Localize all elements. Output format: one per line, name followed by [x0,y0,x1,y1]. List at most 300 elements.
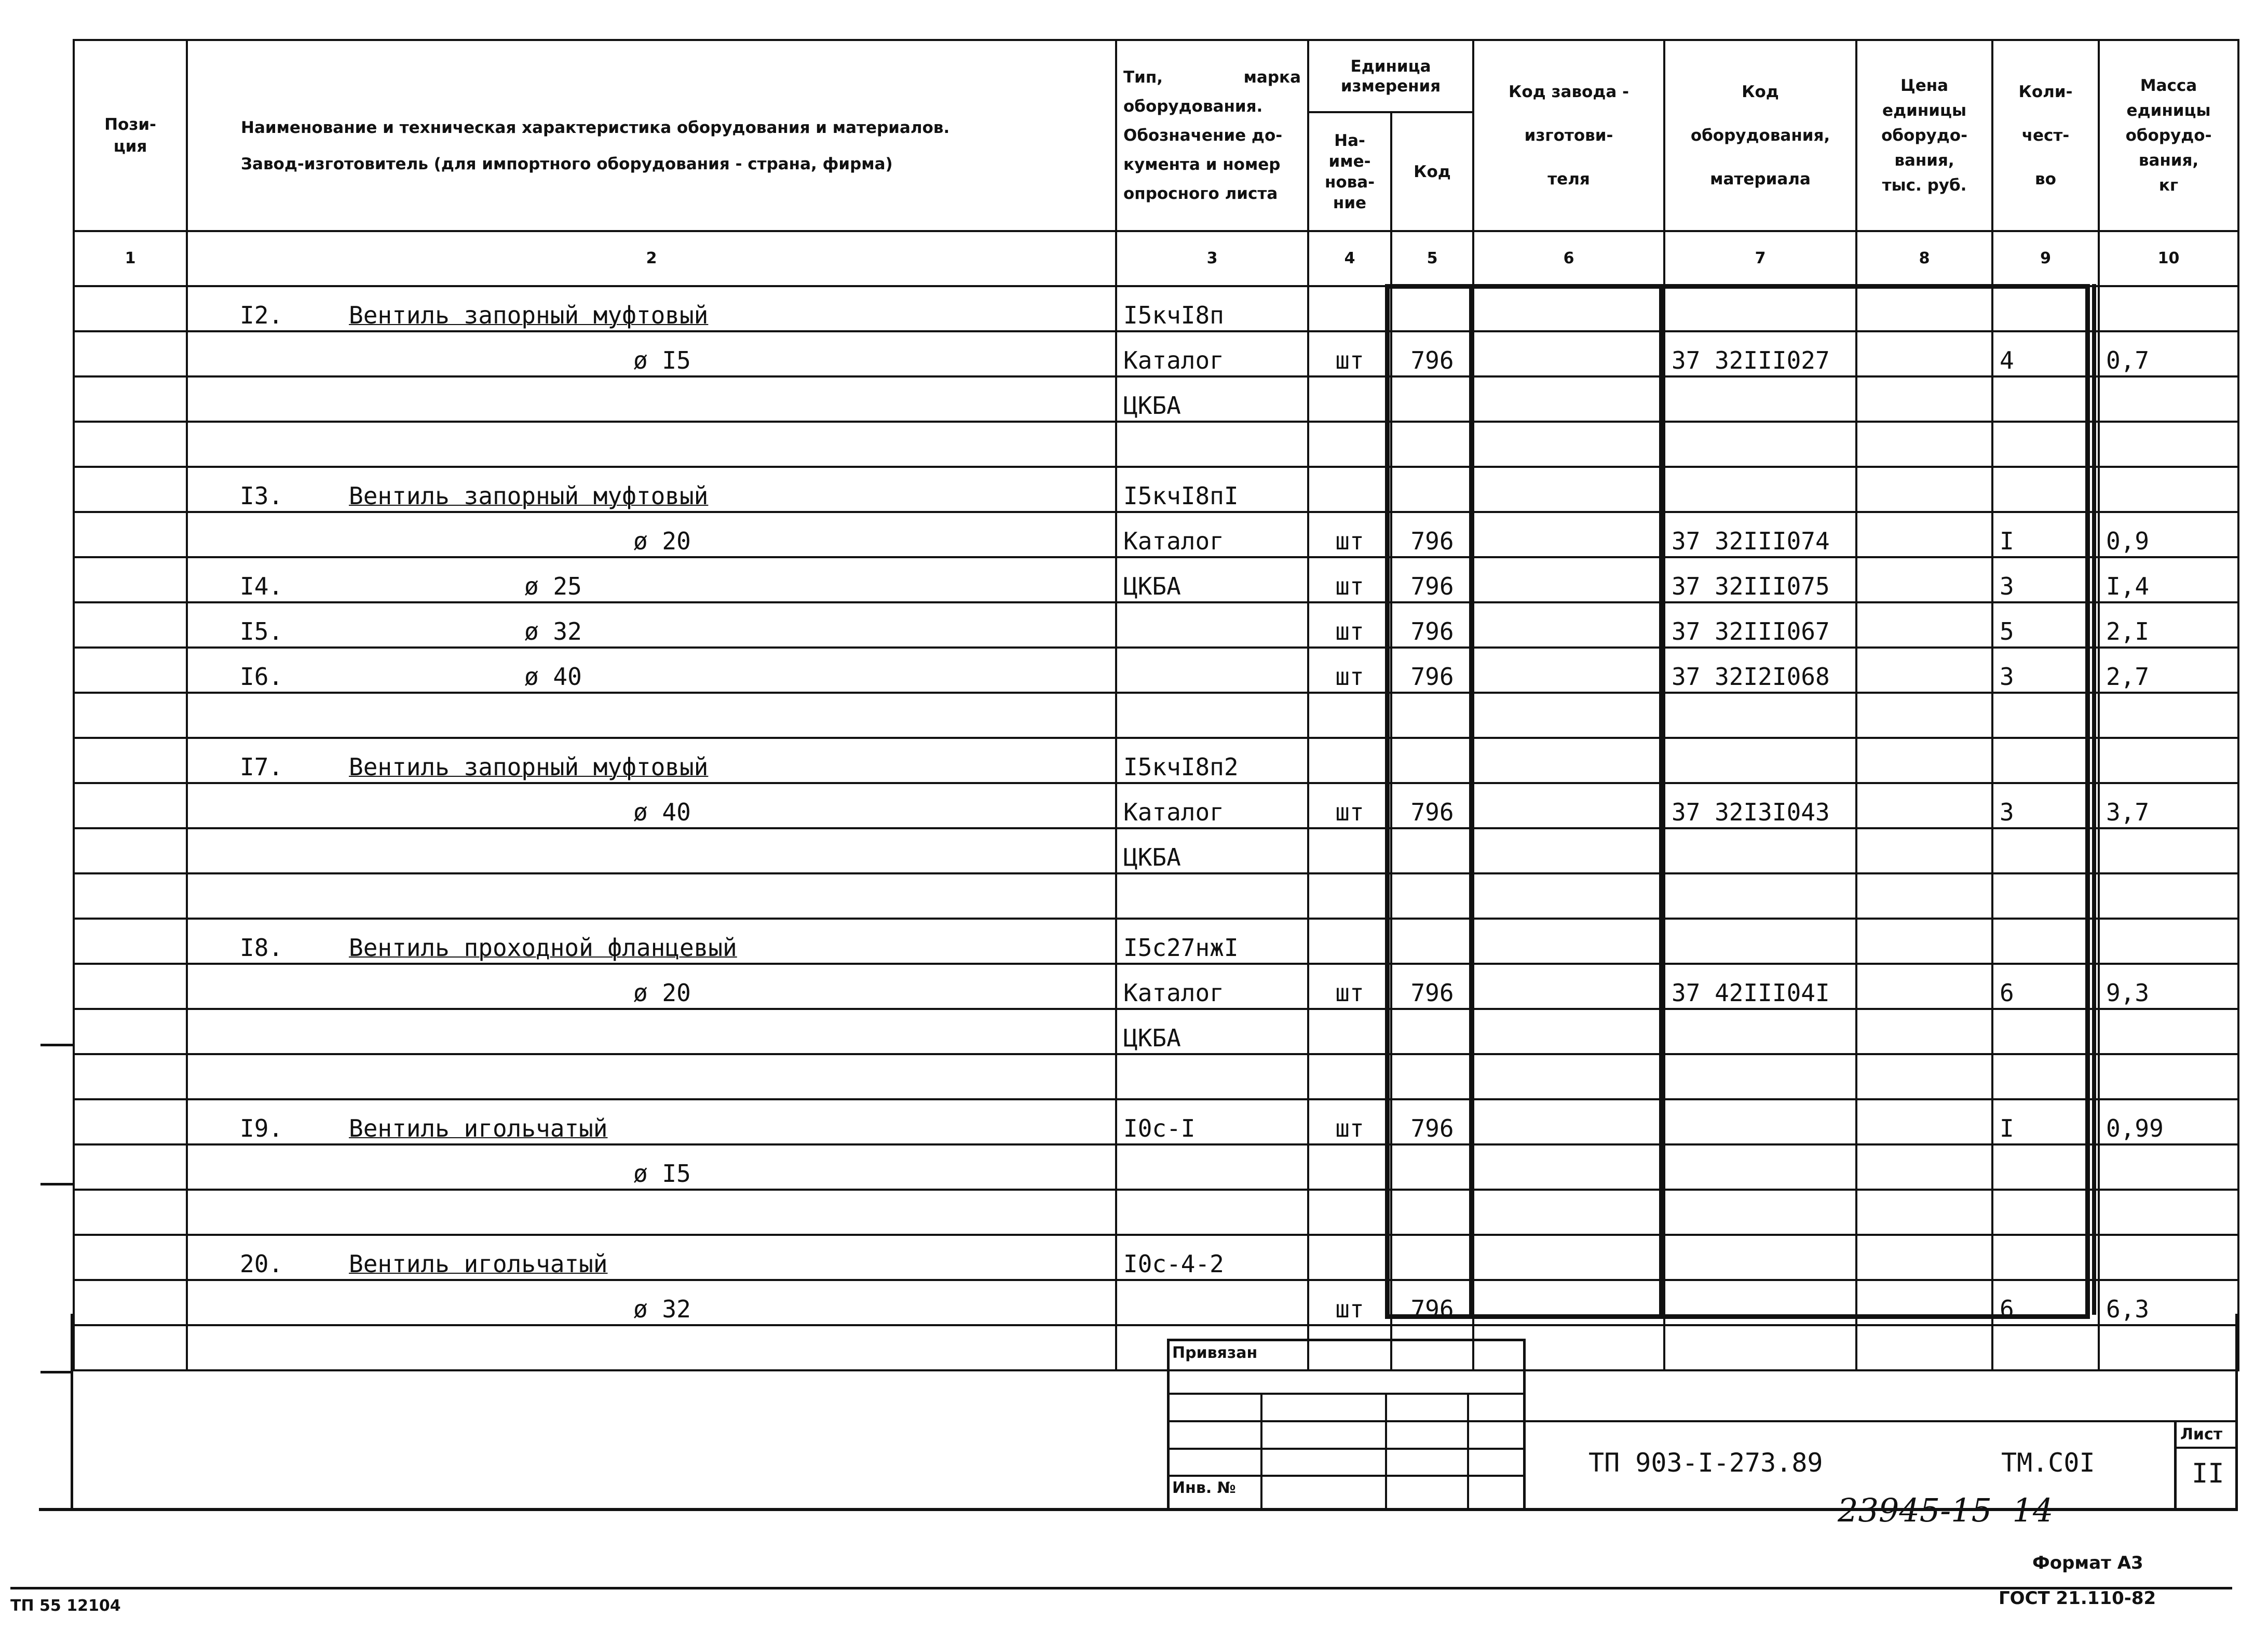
cell-plant-code [1473,331,1664,376]
cell-unit-code: 796 [1391,648,1473,693]
cell-position [74,1099,187,1144]
cell-plant-code [1473,1235,1664,1280]
cell-name [187,331,1116,376]
cell-equipment-code: 37 32I2I068 [1664,648,1856,693]
cell-document [1116,1280,1308,1325]
cell-unit-code [1391,1235,1473,1280]
heavy-divider-6-7 [1659,284,1663,1315]
cell-quantity: 3 [1992,557,2099,602]
cell-unit-code: 796 [1391,602,1473,648]
cell-unit-name [1308,1235,1391,1280]
table-row [74,693,2238,738]
cell-unit-code [1391,693,1473,738]
cell-unit-name [1308,873,1391,919]
table-row [74,1054,2238,1099]
cell-name [187,1325,1116,1370]
cell-quantity [1992,286,2099,331]
stamp-row-1 [1167,1393,1525,1395]
cell-unit-mass [2099,693,2238,738]
cell-unit-name [1308,919,1391,964]
sheet-label: Лист [2180,1425,2223,1444]
print-code: ТП 55 12104 [10,1597,121,1615]
stamp-row-4 [1167,1475,1525,1477]
cell-unit-name: шт [1308,1280,1391,1325]
cell-quantity [1992,1144,2099,1190]
item-number: I9. [240,1114,283,1142]
table-row [74,602,2238,648]
cell-unit-name [1308,1325,1391,1370]
cell-position [74,1009,187,1054]
cell-plant-code [1473,919,1664,964]
cell-unit-name: шт [1308,557,1391,602]
header-unit-code: Код [1391,112,1473,231]
table-row [74,648,2238,693]
header-name-line2: Завод-изготовитель (для импортного оборудования - страна, фирма) [241,155,893,173]
stamp-row-2 [1167,1420,1525,1422]
cell-unit-mass [2099,828,2238,873]
col-number-7: 7 [1664,231,1856,286]
cell-name [187,602,1116,648]
table-row [74,467,2238,512]
cell-unit-price [1856,1280,1992,1325]
table-row [74,1144,2238,1190]
cell-unit-price [1856,783,1992,828]
cell-quantity [1992,919,2099,964]
stamp-right [1523,1339,1526,1510]
item-number: I4. [240,572,283,600]
item-number: I6. [240,663,283,691]
cell-equipment-code [1664,1009,1856,1054]
item-name: Вентиль запорный муфтовый [349,301,709,329]
table-row [74,331,2238,376]
cell-unit-price [1856,376,1992,422]
format-label: Формат А3 [2032,1553,2143,1573]
cell-position [74,376,187,422]
frame-mark-2 [40,1183,73,1185]
cell-document: I5кчI8пI [1116,467,1308,512]
gost-label: ГОСТ 21.110-82 [1999,1588,2156,1609]
cell-unit-mass [2099,738,2238,783]
cell-position [74,331,187,376]
cell-unit-name [1308,828,1391,873]
cell-name [187,693,1116,738]
cell-unit-mass [2099,376,2238,422]
table-row [74,1235,2238,1280]
table-row [74,376,2238,422]
item-diameter: ø I5 [633,1160,691,1188]
cell-document: ЦКБА [1116,828,1308,873]
col-number-8: 8 [1856,231,1992,286]
cell-unit-mass [2099,467,2238,512]
cell-position [74,467,187,512]
cell-equipment-code [1664,828,1856,873]
cell-unit-name: шт [1308,783,1391,828]
frame-mark-3 [40,1371,73,1373]
header-type [1116,40,1308,231]
cell-document [1116,1144,1308,1190]
cell-unit-price [1856,331,1992,376]
table-row [74,919,2238,964]
cell-plant-code [1473,376,1664,422]
cell-unit-name [1308,286,1391,331]
cell-plant-code [1473,1144,1664,1190]
header-position: Пози- ция [74,40,187,231]
heavy-divider-5-6 [1469,284,1473,1315]
cell-plant-code [1473,1054,1664,1099]
item-diameter: ø 40 [633,798,691,826]
cell-plant-code [1473,828,1664,873]
cell-position [74,919,187,964]
cell-position [74,783,187,828]
cell-unit-mass: 0,7 [2099,331,2238,376]
cell-plant-code [1473,1280,1664,1325]
header-type-w1: Тип, [1123,68,1163,87]
cell-equipment-code [1664,1099,1856,1144]
cell-quantity [1992,828,2099,873]
cell-position [74,512,187,557]
cell-equipment-code [1664,919,1856,964]
cell-plant-code [1473,467,1664,512]
cell-name [187,828,1116,873]
cell-unit-mass [2099,422,2238,467]
item-name: Вентиль игольчатый [349,1250,608,1278]
header-unit-price: Цена единицы оборудо- вания, тыс. руб. [1856,40,1992,231]
cell-unit-code [1391,1054,1473,1099]
cell-document: ЦКБА [1116,1009,1308,1054]
cell-document: Каталог [1116,331,1308,376]
col-number-2: 2 [187,231,1116,286]
cell-equipment-code [1664,1144,1856,1190]
cell-document [1116,1054,1308,1099]
cell-unit-name [1308,693,1391,738]
cell-quantity [1992,467,2099,512]
cell-unit-code [1391,467,1473,512]
cell-unit-name [1308,467,1391,512]
item-name: Вентиль игольчатый [349,1114,608,1142]
cell-unit-code [1391,828,1473,873]
cell-quantity [1992,1235,2099,1280]
cell-unit-code [1391,1009,1473,1054]
cell-equipment-code: 37 32I3I043 [1664,783,1856,828]
cell-position [74,873,187,919]
cell-name [187,964,1116,1009]
cell-plant-code [1473,1325,1664,1370]
cell-quantity: 6 [1992,964,2099,1009]
cell-unit-price [1856,919,1992,964]
cell-unit-name: шт [1308,331,1391,376]
cell-quantity: 4 [1992,331,2099,376]
stamp-privyazan-label: Привязан [1172,1344,1258,1362]
title-strip-top [1523,1420,2237,1422]
item-number: I3. [240,482,283,510]
cell-unit-mass [2099,1190,2238,1235]
table-row [74,1325,2238,1370]
cell-unit-code: 796 [1391,1280,1473,1325]
item-diameter: ø I5 [633,346,691,374]
cell-name [187,1144,1116,1190]
cell-position [74,1235,187,1280]
cell-name [187,919,1116,964]
cell-document: I5кчI8п2 [1116,738,1308,783]
cell-unit-mass: 9,3 [2099,964,2238,1009]
cell-name [187,1190,1116,1235]
cell-quantity: 3 [1992,783,2099,828]
item-diameter: ø 40 [524,663,582,691]
cell-quantity [1992,1190,2099,1235]
cell-plant-code [1473,1190,1664,1235]
cell-name [187,873,1116,919]
cell-document: I0с-I [1116,1099,1308,1144]
cell-unit-mass [2099,1235,2238,1280]
cell-equipment-code [1664,376,1856,422]
cell-unit-mass [2099,1144,2238,1190]
cell-equipment-code [1664,422,1856,467]
cell-unit-code [1391,1144,1473,1190]
cell-name [187,422,1116,467]
header-plant-code: Код завода - изготови- теля [1473,40,1664,231]
cell-name [187,1280,1116,1325]
cell-equipment-code [1664,286,1856,331]
cell-unit-price [1856,693,1992,738]
table-row [74,422,2238,467]
cell-equipment-code [1664,1054,1856,1099]
item-diameter: ø 20 [633,527,691,555]
col-number-10: 10 [2099,231,2238,286]
cell-document: I5с27нжI [1116,919,1308,964]
cell-position [74,1144,187,1190]
cell-unit-name [1308,1009,1391,1054]
cell-unit-price [1856,964,1992,1009]
cell-unit-mass: 3,7 [2099,783,2238,828]
cell-position [74,557,187,602]
col-number-5: 5 [1391,231,1473,286]
cell-document: Каталог [1116,964,1308,1009]
stamp-top [1167,1339,1525,1341]
cell-unit-mass [2099,286,2238,331]
cell-equipment-code [1664,467,1856,512]
cell-plant-code [1473,286,1664,331]
stamp-col-1 [1260,1393,1262,1510]
frame-mark-1 [40,1044,73,1046]
cell-quantity [1992,1325,2099,1370]
cell-document [1116,1190,1308,1235]
cell-unit-code [1391,919,1473,964]
table-row [74,1280,2238,1325]
cell-unit-price [1856,512,1992,557]
cell-unit-name: шт [1308,648,1391,693]
frame-right [2235,1314,2238,1511]
cell-equipment-code [1664,1235,1856,1280]
header-unit-group: Единица измерения [1308,40,1473,112]
cell-unit-price [1856,602,1992,648]
table-header [74,40,2238,286]
cell-plant-code [1473,738,1664,783]
cell-unit-code: 796 [1391,964,1473,1009]
cell-unit-name [1308,1144,1391,1190]
table-row [74,1190,2238,1235]
cell-quantity [1992,376,2099,422]
cell-position [74,693,187,738]
cell-unit-mass: I,4 [2099,557,2238,602]
cell-unit-name: шт [1308,602,1391,648]
cell-document: Каталог [1116,783,1308,828]
item-number: I2. [240,301,283,329]
cell-unit-mass [2099,1009,2238,1054]
cell-unit-price [1856,286,1992,331]
cell-unit-mass [2099,873,2238,919]
cell-unit-price [1856,1235,1992,1280]
cell-name [187,1054,1116,1099]
stamp-left [1167,1339,1170,1510]
cell-position [74,1190,187,1235]
cell-equipment-code: 37 32III067 [1664,602,1856,648]
cell-unit-code [1391,286,1473,331]
cell-name [187,286,1116,331]
cell-unit-price [1856,1054,1992,1099]
cell-unit-name [1308,376,1391,422]
cell-name [187,557,1116,602]
cell-equipment-code [1664,1325,1856,1370]
cell-position [74,648,187,693]
col-number-4: 4 [1308,231,1391,286]
table-row [74,873,2238,919]
cell-document: I0с-4-2 [1116,1235,1308,1280]
handwritten-inventory-number: 23945-15 14 [1838,1491,2054,1529]
cell-unit-price [1856,873,1992,919]
cell-position [74,602,187,648]
header-unit-mass: Масса единицы оборудо- вания, кг [2099,40,2238,231]
stamp-inv-label: Инв. № [1172,1479,1236,1497]
cell-document [1116,422,1308,467]
table-body [74,286,2238,1370]
cell-unit-code: 796 [1391,783,1473,828]
cell-unit-code: 796 [1391,557,1473,602]
stamp-row-3 [1167,1448,1525,1450]
cell-unit-price [1856,422,1992,467]
header-equipment-code: Код оборудования, материала [1664,40,1856,231]
cell-plant-code [1473,512,1664,557]
item-diameter: ø 25 [524,572,582,600]
cell-plant-code [1473,873,1664,919]
cell-document [1116,648,1308,693]
cell-plant-code [1473,1009,1664,1054]
cell-unit-name [1308,1190,1391,1235]
cell-quantity [1992,873,2099,919]
cell-unit-mass: 6,3 [2099,1280,2238,1325]
cell-name [187,1099,1116,1144]
cell-name [187,1009,1116,1054]
item-number: I7. [240,753,283,781]
cell-document [1116,693,1308,738]
cell-equipment-code [1664,1280,1856,1325]
header-type-w3: оборудования. [1123,97,1263,116]
cell-name [187,783,1116,828]
cell-unit-name [1308,422,1391,467]
project-number: ТП 903-I-273.89 [1588,1448,1823,1478]
cell-name [187,1235,1116,1280]
header-type-w2: марка [1243,68,1301,87]
cell-position [74,828,187,873]
cell-name [187,467,1116,512]
heavy-divider-9-10 [2092,284,2096,1315]
header-unit-name: На- име- нова- ние [1308,112,1391,231]
item-number: I5. [240,617,283,645]
cell-unit-code [1391,1190,1473,1235]
cell-plant-code [1473,422,1664,467]
table-row [74,738,2238,783]
table-row [74,1009,2238,1054]
cell-position [74,422,187,467]
table-row [74,512,2238,557]
cell-equipment-code [1664,1190,1856,1235]
stamp-col-2 [1385,1393,1387,1510]
cell-document [1116,602,1308,648]
drawing-mark: ТМ.С0I [2001,1448,2095,1478]
cell-document [1116,873,1308,919]
cell-quantity [1992,1009,2099,1054]
cell-unit-price [1856,1190,1992,1235]
cell-quantity: 5 [1992,602,2099,648]
cell-equipment-code: 37 32III027 [1664,331,1856,376]
item-diameter: ø 32 [633,1295,691,1323]
cell-plant-code [1473,783,1664,828]
cell-equipment-code: 37 32III074 [1664,512,1856,557]
cell-equipment-code [1664,738,1856,783]
cell-equipment-code [1664,873,1856,919]
cell-plant-code [1473,557,1664,602]
item-diameter: ø 32 [524,617,582,645]
cell-unit-name: шт [1308,964,1391,1009]
footer-rule [10,1587,2232,1589]
cell-plant-code [1473,1099,1664,1144]
cell-unit-mass [2099,1325,2238,1370]
cell-unit-mass: 0,9 [2099,512,2238,557]
cell-unit-mass [2099,919,2238,964]
header-name-line1: Наименование и техническая характеристика оборудования и материалов. [241,118,950,137]
header-type-w6: опросного листа [1123,184,1278,203]
cell-unit-code [1391,738,1473,783]
cell-name [187,648,1116,693]
cell-unit-price [1856,738,1992,783]
cell-document: Каталог [1116,512,1308,557]
cell-position [74,1280,187,1325]
col-number-6: 6 [1473,231,1664,286]
item-number: I8. [240,934,283,962]
cell-unit-price [1856,1325,1992,1370]
sheet-number: II [2192,1458,2224,1489]
cell-unit-price [1856,648,1992,693]
col-number-9: 9 [1992,231,2099,286]
cell-quantity: I [1992,512,2099,557]
cell-position [74,1325,187,1370]
cell-unit-price [1856,1144,1992,1190]
table-row [74,1099,2238,1144]
cell-plant-code [1473,602,1664,648]
cell-unit-code [1391,422,1473,467]
cell-quantity: 3 [1992,648,2099,693]
cell-unit-code: 796 [1391,331,1473,376]
item-name: Вентиль проходной фланцевый [349,934,737,962]
item-name: Вентиль запорный муфтовый [349,753,709,781]
cell-quantity: 6 [1992,1280,2099,1325]
cell-name [187,512,1116,557]
specification-table [73,39,2239,1371]
cell-unit-price [1856,828,1992,873]
sheet-box-left [2174,1420,2177,1511]
header-quantity: Коли- чест- во [1992,40,2099,231]
cell-quantity [1992,738,2099,783]
stamp-col-3 [1467,1393,1469,1510]
